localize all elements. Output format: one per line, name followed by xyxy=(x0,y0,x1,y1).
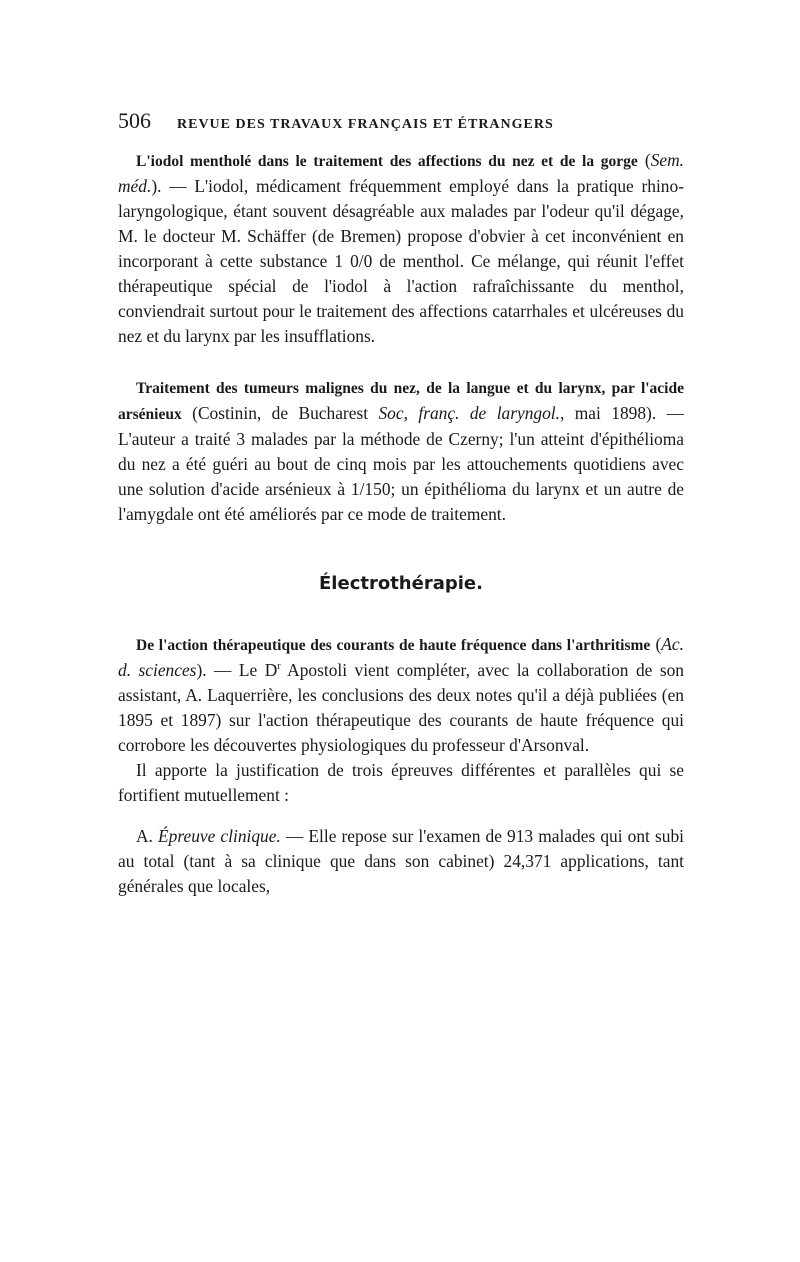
section-heading: Électrothérapie. xyxy=(319,573,483,594)
doctor-superscript: r xyxy=(277,661,281,673)
document-page xyxy=(118,108,684,899)
article-body: L'iodol, médicament fréquemment employé dans la pratique rhino-laryngologique, étant souvent désagréable aux malades par l'odeur qu'il dégage, M. le docteur M. Schäffer (de Bremen) propose d'obvier à cet inconvénient en incorporant à cette substance 1 0/0 de menthol. Ce mélange, qui réunit l'effet thérapeutique spécial de l'iodol à l'action rafraîchissante du menthol, conviendrait surtout pour le traitement des affections catarrhales et ulcéreuses du nez et du larynx par les insufflations. xyxy=(118,176,684,346)
article-source: Soc, franç. de laryngol. xyxy=(378,403,560,423)
article-body-prefix: Le D xyxy=(238,660,278,680)
article-source: Sem. méd. xyxy=(118,150,685,196)
article-source: Ac. d. sciences xyxy=(118,634,684,680)
article-lead: De l'action thérapeutique des courants de haute fréquence dans l'arthritisme xyxy=(136,637,651,654)
article-author: (Costinin, de Bucharest xyxy=(192,403,369,423)
spacer xyxy=(118,349,684,375)
article-body: L'auteur a traité 3 malades par la méthode de Czerny; l'un atteint d'épithélioma du nez a été guéri au bout de cinq mois par les attouchements quotidiens avec une solution d'acide arsénieux à 1/150; un épithélioma du larynx et un autre de l'amygdale ont été améliorés par ce mode de traitement. xyxy=(118,429,684,524)
paragraph-epreuve-clinique: A. Épreuve clinique. — Elle repose sur l'examen de 913 malades qui ont subi au total (tant à sa clinique que dans son cabinet) 24,371 applications, tant générales que locales, xyxy=(118,826,684,896)
running-header xyxy=(118,108,684,148)
article-date: , mai 1898). xyxy=(559,403,657,423)
article-lead: L'iodol mentholé dans le traitement des affections du nez et de la gorge xyxy=(136,153,638,170)
paragraph-epreuves: Il apporte la justification de trois épreuves différentes et parallèles qui se fortifient mutuellement : xyxy=(118,760,684,805)
article-haute-frequence: De l'action thérapeutique des courants de haute fréquence dans l'arthritisme (Ac. d. sciences). — Le $D^r$ Apostoli vient compléter, avec la collaboration de son assistant, A. Laquerrière, les conclusions des deux notes qu'il a déjà publiées (en 1895 et 1897) sur l'action thérapeutique des courants de haute fréquence qui corrobore les découvertes physiologiques du professeur d'Arsonval. xyxy=(118,634,684,755)
article-lead: Traitement des tumeurs malignes du nez, de la langue et du larynx, par l'acide arsénieux xyxy=(118,380,684,423)
article-body: Apostoli vient compléter, avec la collaboration de son assistant, A. Laquerrière, les conclusions des deux notes qu'il a déjà publiées (en 1895 et 1897) sur l'action thérapeutique des courants de haute fréquence qui corrobore les découvertes physiologiques du professeur d'Arsonval. xyxy=(118,660,684,755)
subsection-title: Épreuve clinique. xyxy=(158,826,281,846)
article-iodol: L'iodol mentholé dans le traitement des affections du nez et de la gorge (Sem. méd.). — L'iodol, médicament fréquemment employé dans la pratique rhino-laryngologique, étant souvent désagréable aux malades par l'odeur qu'il dégage, M. le docteur M. Schäffer (de Bremen) propose d'obvier à cet inconvénient en incorporant à cette substance 1 0/0 de menthol. Ce mélange, qui réunit l'effet thérapeutique spécial de l'iodol à l'action rafraîchissante du menthol, conviendrait surtout pour le traitement des affections catarrhales et ulcéreuses du nez et du larynx par les insufflations. xyxy=(118,150,685,346)
spacer xyxy=(118,808,684,824)
paragraph-body: Elle repose sur l'examen de 913 malades qui ont subi au total (tant à sa clinique que dans son cabinet) 24,371 applications, tant générales que locales, xyxy=(118,826,684,896)
list-label: A. xyxy=(136,826,153,846)
page-number: 506 xyxy=(118,108,151,133)
running-title: REVUE DES TRAVAUX FRANÇAIS ET ÉTRANGERS xyxy=(177,117,554,132)
article-tumeurs: Traitement des tumeurs malignes du nez, de la langue et du larynx, par l'acide arsénieux (Costinin, de Bucharest Soc, franç. de laryngol., mai 1898). — L'auteur a traité 3 malades par la méthode de Czerny; l'un atteint d'épithélioma du nez a été guéri au bout de cinq mois par les attouchements quotidiens avec une solution d'acide arsénieux à 1/150; un épithélioma du larynx et un autre de l'amygdale ont été améliorés par ce mode de traitement. xyxy=(118,380,684,524)
